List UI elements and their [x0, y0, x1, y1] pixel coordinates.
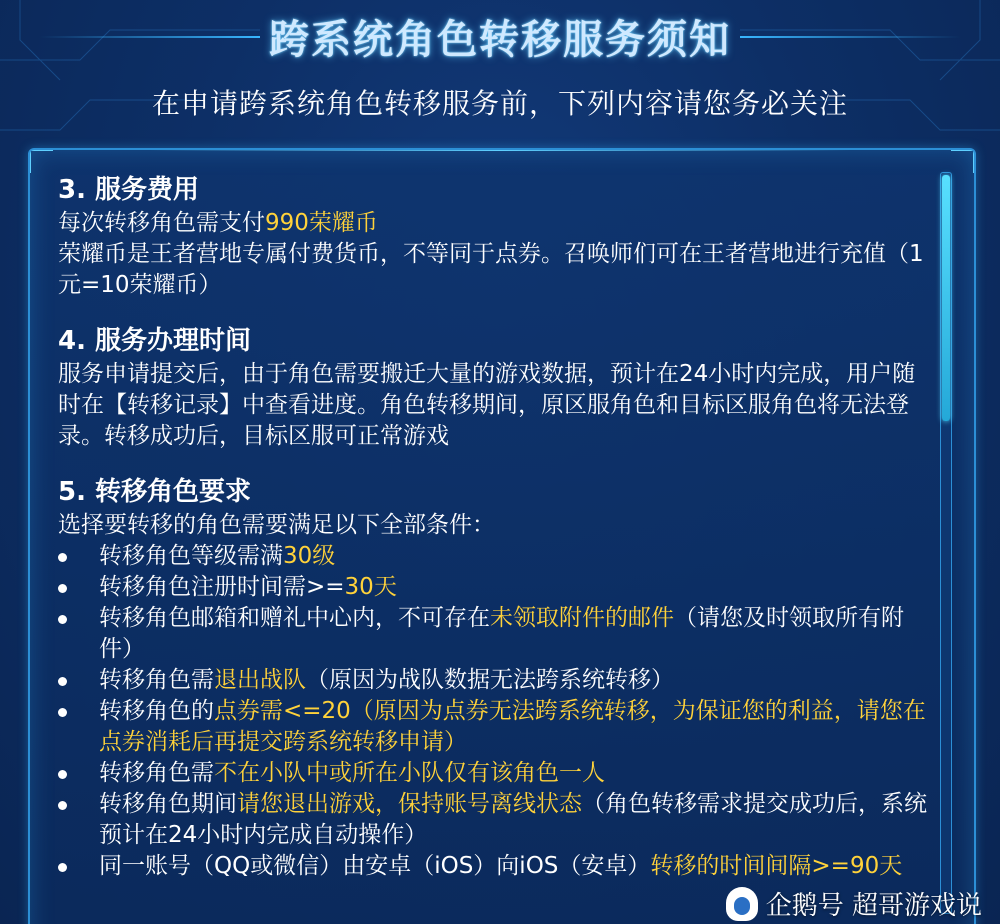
list-item: [58, 572, 938, 603]
section-service-fee: [58, 172, 938, 301]
highlight-text: 不在小队中或所在小队仅有该角色一人: [214, 760, 605, 786]
notice-panel: [28, 148, 976, 924]
text: （原因为战队数据无法跨系统转移）: [306, 667, 674, 693]
section-title: 4. 服务办理时间: [58, 326, 252, 356]
text: 转移角色注册时间需>=: [99, 574, 345, 600]
highlight-text: 990荣耀币: [265, 210, 378, 236]
notice-content: [58, 172, 938, 904]
highlight-text: 转移的时间间隔>=90天: [650, 853, 903, 879]
list-item: [58, 541, 938, 572]
list-item: [58, 603, 938, 665]
requirements-list: [58, 541, 938, 882]
text: 转移角色的: [99, 698, 214, 724]
panel-corner-top-right: [951, 148, 976, 173]
list-item: [58, 665, 938, 696]
text: 转移角色邮箱和赠礼中心内，不可存在: [99, 605, 490, 631]
list-item: [58, 851, 938, 882]
bullet-dot-icon: [58, 863, 67, 872]
text: 转移角色等级需满: [99, 543, 283, 569]
section-requirements: [58, 474, 938, 882]
scrollbar[interactable]: [940, 172, 952, 914]
list-item: [58, 696, 938, 758]
requirements-intro: 选择要转移的角色需要满足以下全部条件：: [58, 512, 495, 538]
scrollbar-thumb[interactable]: [942, 175, 950, 421]
bullet-dot-icon: [58, 615, 67, 624]
watermark-text: 企鹅号 超哥游戏说: [765, 891, 982, 921]
highlight-text: 30级: [283, 543, 336, 569]
bullet-dot-icon: [58, 801, 67, 810]
bullet-dot-icon: [58, 553, 67, 562]
highlight-text: 未领取附件的邮件: [490, 605, 674, 631]
panel-corner-top-left: [28, 148, 53, 173]
bullet-dot-icon: [58, 708, 67, 717]
section-processing-time: [58, 323, 938, 452]
text: 同一账号（QQ或微信）由安卓（iOS）向iOS（安卓）: [99, 853, 651, 879]
text: 转移角色需: [99, 667, 214, 693]
panel-glow-line: [150, 148, 850, 151]
text: 每次转移角色需支付: [58, 210, 265, 236]
list-item: [58, 758, 938, 789]
highlight-text: 点券需<=20（原因为点券无法跨系统转移，为保证您的利益，请您在点券消耗后再提交跨系统转移申请）: [99, 698, 926, 755]
bullet-dot-icon: [58, 677, 67, 686]
bullet-dot-icon: [58, 584, 67, 593]
section-title: 5. 转移角色要求: [58, 477, 252, 507]
penguin-icon: [726, 887, 758, 921]
text: （角色转移需求提交成功后，系统预计在24小时内完成自动操作）: [99, 791, 927, 848]
highlight-text: 30天: [344, 574, 397, 600]
watermark: [726, 885, 982, 922]
bullet-dot-icon: [58, 770, 67, 779]
highlight-text: 请您退出游戏，保持账号离线状态: [237, 791, 582, 817]
section-title: 3. 服务费用: [58, 175, 200, 205]
page-subtitle: 在申请跨系统角色转移服务前，下列内容请您务必关注: [151, 87, 848, 120]
highlight-text: 退出战队: [214, 667, 306, 693]
fee-description: 荣耀币是王者营地专属付费货币，不等同于点券。召唤师们可在王者营地进行充值（1元=10荣耀币）: [58, 241, 924, 298]
page-title: 跨系统角色转移服务须知: [269, 17, 731, 63]
processing-description: 服务申请提交后，由于角色需要搬迁大量的游戏数据，预计在24小时内完成，用户随时在【转移记录】中查看进度。角色转移期间，原区服角色和目标区服角色将无法登录。转移成功后，目标区服可正常游戏: [58, 361, 916, 449]
list-item: [58, 789, 938, 851]
text: 转移角色需: [99, 760, 214, 786]
fee-line: [58, 208, 938, 239]
text: （请您及时领取所有附件）: [99, 605, 904, 662]
text: 转移角色期间: [99, 791, 237, 817]
